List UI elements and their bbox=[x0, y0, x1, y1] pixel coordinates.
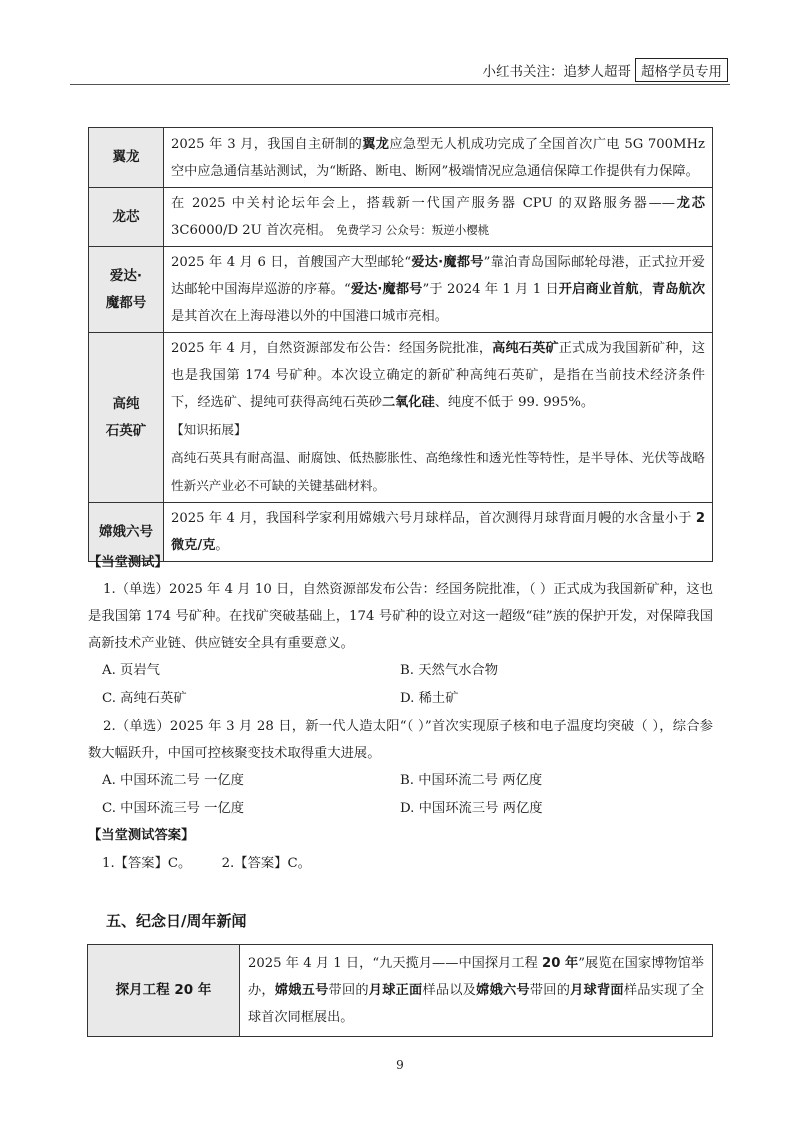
row-content: 2025 年 3 月，我国自主研制的翼龙应急型无人机成功完成了全国首次广电 5G 700MHz 空中应急通信基站测试，为“断路、断电、断网”极端情况应急通信保障工作提供有力保障。 bbox=[164, 128, 713, 188]
row-label: 探月工程 20 年 bbox=[88, 945, 240, 1037]
option-c: C. 高纯石英矿 bbox=[102, 691, 187, 706]
answers-title: 【当堂测试答案】 bbox=[88, 828, 195, 843]
knowledge-extension-title: 【知识拓展】 bbox=[171, 422, 247, 437]
question-1-options-row-1 bbox=[88, 657, 713, 685]
table-row bbox=[88, 945, 713, 1037]
row-label: 高纯 石英矿 bbox=[89, 333, 164, 503]
row-label: 爱达· 魔都号 bbox=[89, 247, 164, 333]
page-header bbox=[483, 58, 729, 82]
table-row bbox=[89, 333, 713, 503]
table-row bbox=[89, 188, 713, 247]
watermark-note: 免费学习 公众号：叛逆小樱桃 bbox=[336, 223, 490, 237]
table-row bbox=[89, 247, 713, 333]
knowledge-extension-text: 高纯石英具有耐高温、耐腐蚀、低热膨胀性、高绝缘性和透光性等特性，是半导体、光伏等战略性新兴产业必不可缺的关键基础材料。 bbox=[171, 450, 705, 493]
header-text: 小红书关注：追梦人超哥 bbox=[482, 64, 631, 80]
header-badge: 超格学员专用 bbox=[635, 58, 728, 82]
option-d: D. 稀土矿 bbox=[400, 691, 459, 706]
question-2-options-row-2 bbox=[88, 795, 713, 823]
question-1-options-row-2 bbox=[88, 685, 713, 713]
question-1: 1.（单选）2025 年 4 月 10 日，自然资源部发布公告：经国务院批准，（ ）正式成为我国新矿种，这也是我国第 174 号矿种。在找矿突破基础上，174 号矿种的设立对这一超级“硅”族的保护开发，对保障我国高新技术产业链、供应链安全具有重要意义。 bbox=[88, 582, 713, 651]
anniversary-table bbox=[87, 944, 713, 1037]
row-label: 嫦娥六号 bbox=[89, 503, 164, 562]
quiz-section bbox=[88, 550, 713, 879]
row-content: 2025 年 4 月，我国科学家利用嫦娥六号月球样品，首次测得月球背面月幔的水含量小于 2 微克/克。 bbox=[164, 503, 713, 562]
row-label: 翼龙 bbox=[89, 128, 164, 188]
option-b: B. 天然气水合物 bbox=[400, 663, 499, 678]
answer-2: 2.【答案】C。 bbox=[221, 856, 311, 871]
option-a: A. 中国环流二号 一亿度 bbox=[102, 773, 244, 788]
section-heading: 五、纪念日/周年新闻 bbox=[106, 912, 247, 930]
option-b: B. 中国环流二号 两亿度 bbox=[400, 773, 543, 788]
header-divider bbox=[70, 84, 730, 85]
table-row bbox=[89, 128, 713, 188]
news-table bbox=[88, 127, 713, 562]
question-2: 2.（单选）2025 年 3 月 28 日，新一代人造太阳“（ ）”首次实现原子核和电子温度均突破（ ），综合参数大幅跃升，中国可控核聚变技术取得重大进展。 bbox=[88, 719, 713, 761]
row-content: 2025 年 4 月 6 日，首艘国产大型邮轮“爱达·魔都号”靠泊青岛国际邮轮母港，正式拉开爱达邮轮中国海岸巡游的序幕。“爱达·魔都号”于 2024 年 1 月 1 日开启商业首航，青岛航次是其首次在上海母港以外的中国港口城市亮相。 bbox=[164, 247, 713, 333]
answer-1: 1.【答案】C。 bbox=[102, 856, 192, 871]
quiz-title: 【当堂测试】 bbox=[88, 555, 168, 570]
row-content: 2025 年 4 月，自然资源部发布公告：经国务院批准，高纯石英矿正式成为我国新矿种，这也是我国第 174 号矿种。本次设立确定的新矿种高纯石英矿，是指在当前技术经济条件下，经选矿、提纯可获得高纯石英砂二氧化硅、纯度不低于 99. 995%。 【知识拓展】 高纯石英具有耐高温、耐腐蚀、低热膨胀性、高绝缘性和透光性等特性，是半导体、光伏等战略性新兴产业必不可缺的关键基础材料。 bbox=[164, 333, 713, 503]
option-c: C. 中国环流三号 一亿度 bbox=[102, 801, 245, 816]
row-content: 在 2025 中关村论坛年会上，搭载新一代国产服务器 CPU 的双路服务器——龙芯 3C6000/D 2U 首次亮相。 免费学习 公众号：叛逆小樱桃 bbox=[164, 188, 713, 247]
option-d: D. 中国环流三号 两亿度 bbox=[400, 801, 543, 816]
question-2-options-row-1 bbox=[88, 767, 713, 795]
row-label: 龙芯 bbox=[89, 188, 164, 247]
option-a: A. 页岩气 bbox=[102, 663, 160, 678]
page-number: 9 bbox=[396, 1058, 404, 1072]
row-content: 2025 年 4 月 1 日，“九天揽月——中国探月工程 20 年”展览在国家博物馆举办，嫦娥五号带回的月球正面样品以及嫦娥六号带回的月球背面样品实现了全球首次同框展出。 bbox=[240, 945, 713, 1037]
answers-row bbox=[88, 849, 713, 879]
